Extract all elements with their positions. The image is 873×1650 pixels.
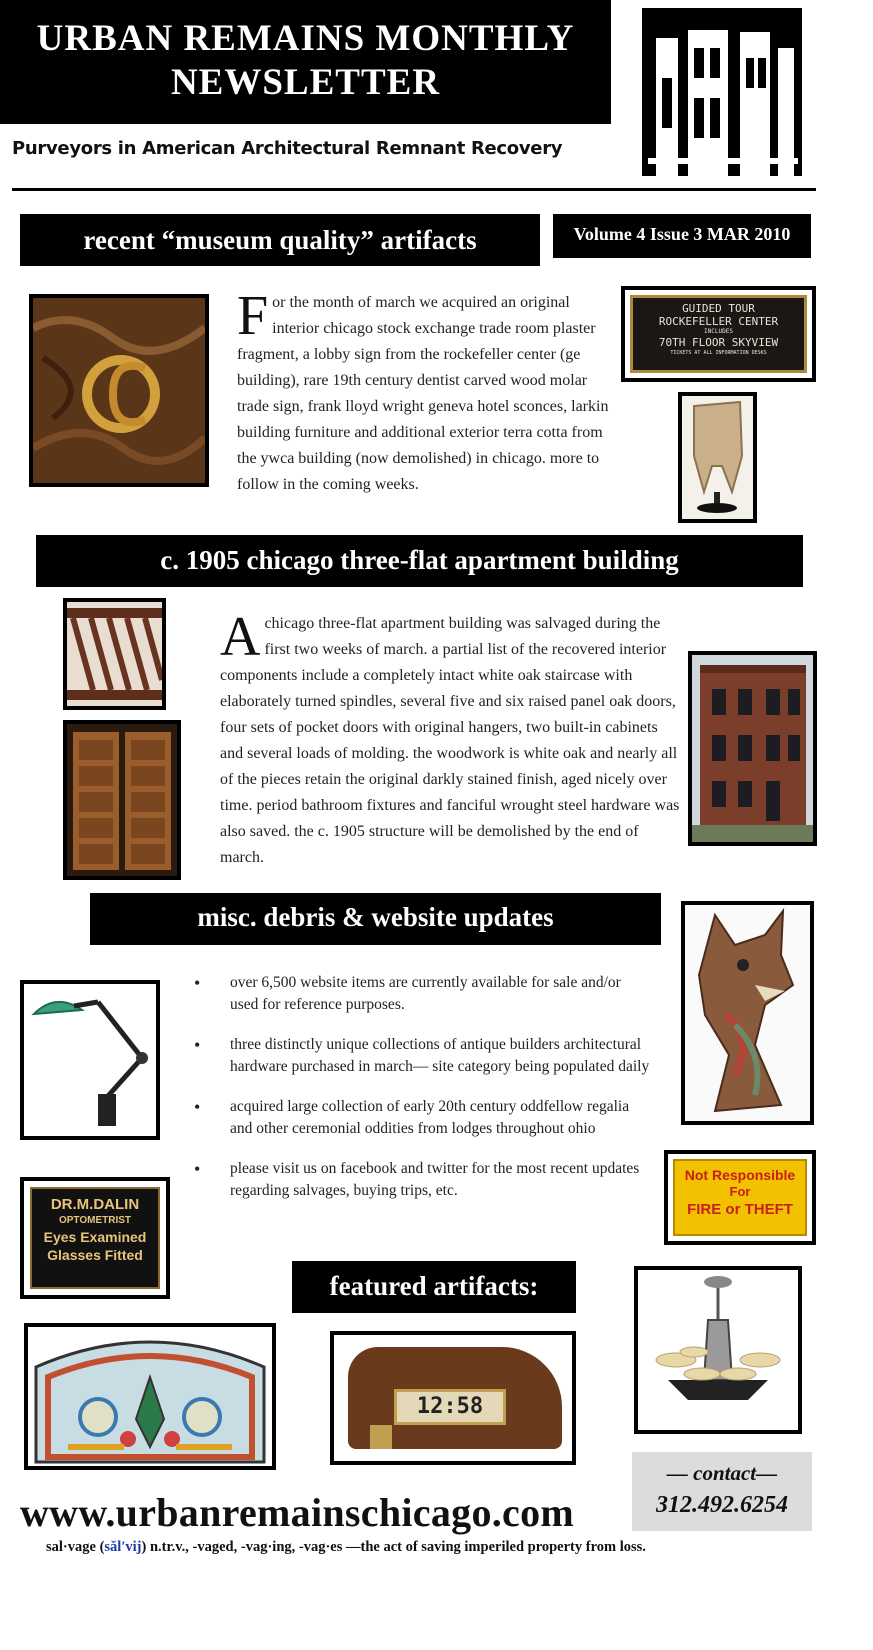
dropcap-f: F [237, 285, 269, 347]
not-responsible-line1: Not Responsible [684, 1167, 796, 1183]
three-flat-building-image [688, 651, 817, 846]
rockefeller-sign-line2: ROCKEFELLER CENTER [658, 315, 779, 328]
list-item: • over 6,500 website items are currently available for sale and/or used for reference purposes. [192, 972, 652, 1016]
three-flat-paragraph [220, 606, 755, 871]
optometrist-line2: OPTOMETRIST [58, 1215, 132, 1226]
art-deco-clock-image [330, 1331, 576, 1465]
recent-artifacts-text: or the month of march we acquired an original interior chicago stock exchange trade room plaster fragment, a lobby sign from the rockefeller center (ge building), rare 19th century dentist carved wood molar trade sign, frank lloyd wright geneva hotel sconces, larkin building furniture and additional exterior terra cotta from the ywca building (now demolished) in chicago. more to follow in the coming weeks. [237, 294, 609, 493]
building-logo-graphic [642, 8, 802, 176]
brownstone-graphic [692, 655, 813, 842]
building-logo-image [642, 8, 802, 176]
optometrist-sign-plate [30, 1187, 160, 1289]
misc-bullet-list [192, 972, 652, 1220]
lamp-graphic [24, 984, 156, 1136]
clock-body [348, 1347, 562, 1449]
clock-base [370, 1425, 392, 1449]
optometrist-sign-image [20, 1177, 170, 1299]
definition-word: sal·vage ( [46, 1539, 105, 1555]
website-url[interactable]: www.urbanremainschicago.com [20, 1490, 575, 1535]
stock-exchange-plaster-image [29, 294, 209, 487]
pocket-doors-graphic [67, 724, 177, 876]
chandelier-image [634, 1266, 802, 1434]
rockefeller-sign-line1: GUIDED TOUR [682, 302, 755, 315]
contact-phone[interactable]: 312.492.6254 [656, 1492, 788, 1518]
section-heading-featured: featured artifacts: [292, 1261, 576, 1313]
not-responsible-sign-image [664, 1150, 816, 1245]
stained-glass-window-image [24, 1323, 276, 1470]
task-lamp-image [20, 980, 160, 1140]
contact-label: — contact— [666, 1461, 778, 1485]
tagline: Purveyors in American Architectural Remnant Recovery [12, 138, 563, 159]
dropcap-a: A [220, 606, 261, 668]
section-heading-misc: misc. debris & website updates [90, 893, 661, 945]
staircase-spindles-image [63, 598, 166, 710]
pocket-doors-image [63, 720, 181, 880]
volume-badge: Volume 4 Issue 3 MAR 2010 [553, 214, 811, 258]
dragon-graphic [685, 905, 810, 1121]
rockefeller-sign-plate [630, 295, 807, 373]
not-responsible-sign-plate [673, 1159, 807, 1236]
optometrist-line1: DR.M.DALIN [50, 1196, 140, 1213]
masthead-title [0, 0, 611, 124]
rockefeller-sign-image [621, 286, 816, 382]
section-heading-recent: recent “museum quality” artifacts [20, 214, 540, 266]
clock-face [394, 1389, 506, 1425]
list-item: • acquired large collection of early 20th century oddfellow regalia and other ceremonial oddities from lodges throughout ohio [192, 1096, 652, 1140]
rockefeller-sign-line3: INCLUDES [704, 328, 733, 335]
spindles-graphic [67, 602, 162, 706]
contact-box [632, 1452, 812, 1531]
salvage-definition [46, 1537, 836, 1557]
molar-graphic [682, 396, 753, 519]
section-heading-three-flat: c. 1905 chicago three-flat apartment building [36, 535, 803, 587]
list-item: • please visit us on facebook and twitter for the most recent updates regarding salvages, buying trips, etc. [192, 1158, 652, 1202]
definition-pronunciation: săl′vij [104, 1539, 142, 1555]
rockefeller-sign-line4: 70TH FLOOR SKYVIEW [658, 336, 779, 349]
rockefeller-sign-line5: TICKETS AT ALL INFORMATION DESKS [670, 350, 767, 356]
masthead-title-line1: URBAN REMAINS MONTHLY [36, 18, 575, 59]
optometrist-line4: Glasses Fitted [47, 1247, 143, 1263]
optometrist-line3: Eyes Examined [43, 1229, 147, 1245]
dentist-molar-sign-image [678, 392, 757, 523]
three-flat-text: chicago three-flat apartment building was salvaged during the first two weeks of march. a partial list of the recovered interior components include a completely intact white oak staircase with elaborately turned spindles, several five and six raised panel oak doors, four sets of pocket doors with original hangers, two built-in cabinets and several loads of molding. the woodwork is white oak and nearly all of the pieces retain the original darkly stained finish, aged nicely over time. period bathroom fixtures and fanciful wrought steel hardware was also saved. the c. 1905 structure will be demolished by the end of march. [220, 615, 680, 866]
list-item: • three distinctly unique collections of antique builders architectural hardware purchased in march— site category being populated daily [192, 1034, 652, 1078]
dragon-figure-image [681, 901, 814, 1125]
stained-glass-graphic [28, 1327, 272, 1466]
clock-time: 12:58 [416, 1394, 484, 1419]
masthead-title-line2: NEWSLETTER [170, 62, 441, 103]
not-responsible-line2: For [729, 1184, 751, 1199]
recent-artifacts-paragraph [237, 285, 619, 498]
not-responsible-line3: FIRE or THEFT [687, 1201, 793, 1218]
chandelier-graphic [638, 1270, 798, 1430]
definition-rest: ) n.tr.v., -vaged, -vag·ing, -vag·es —the act of saving imperiled property from loss. [141, 1539, 646, 1555]
plaster-fragment-graphic [33, 298, 205, 483]
header-divider [12, 188, 816, 191]
